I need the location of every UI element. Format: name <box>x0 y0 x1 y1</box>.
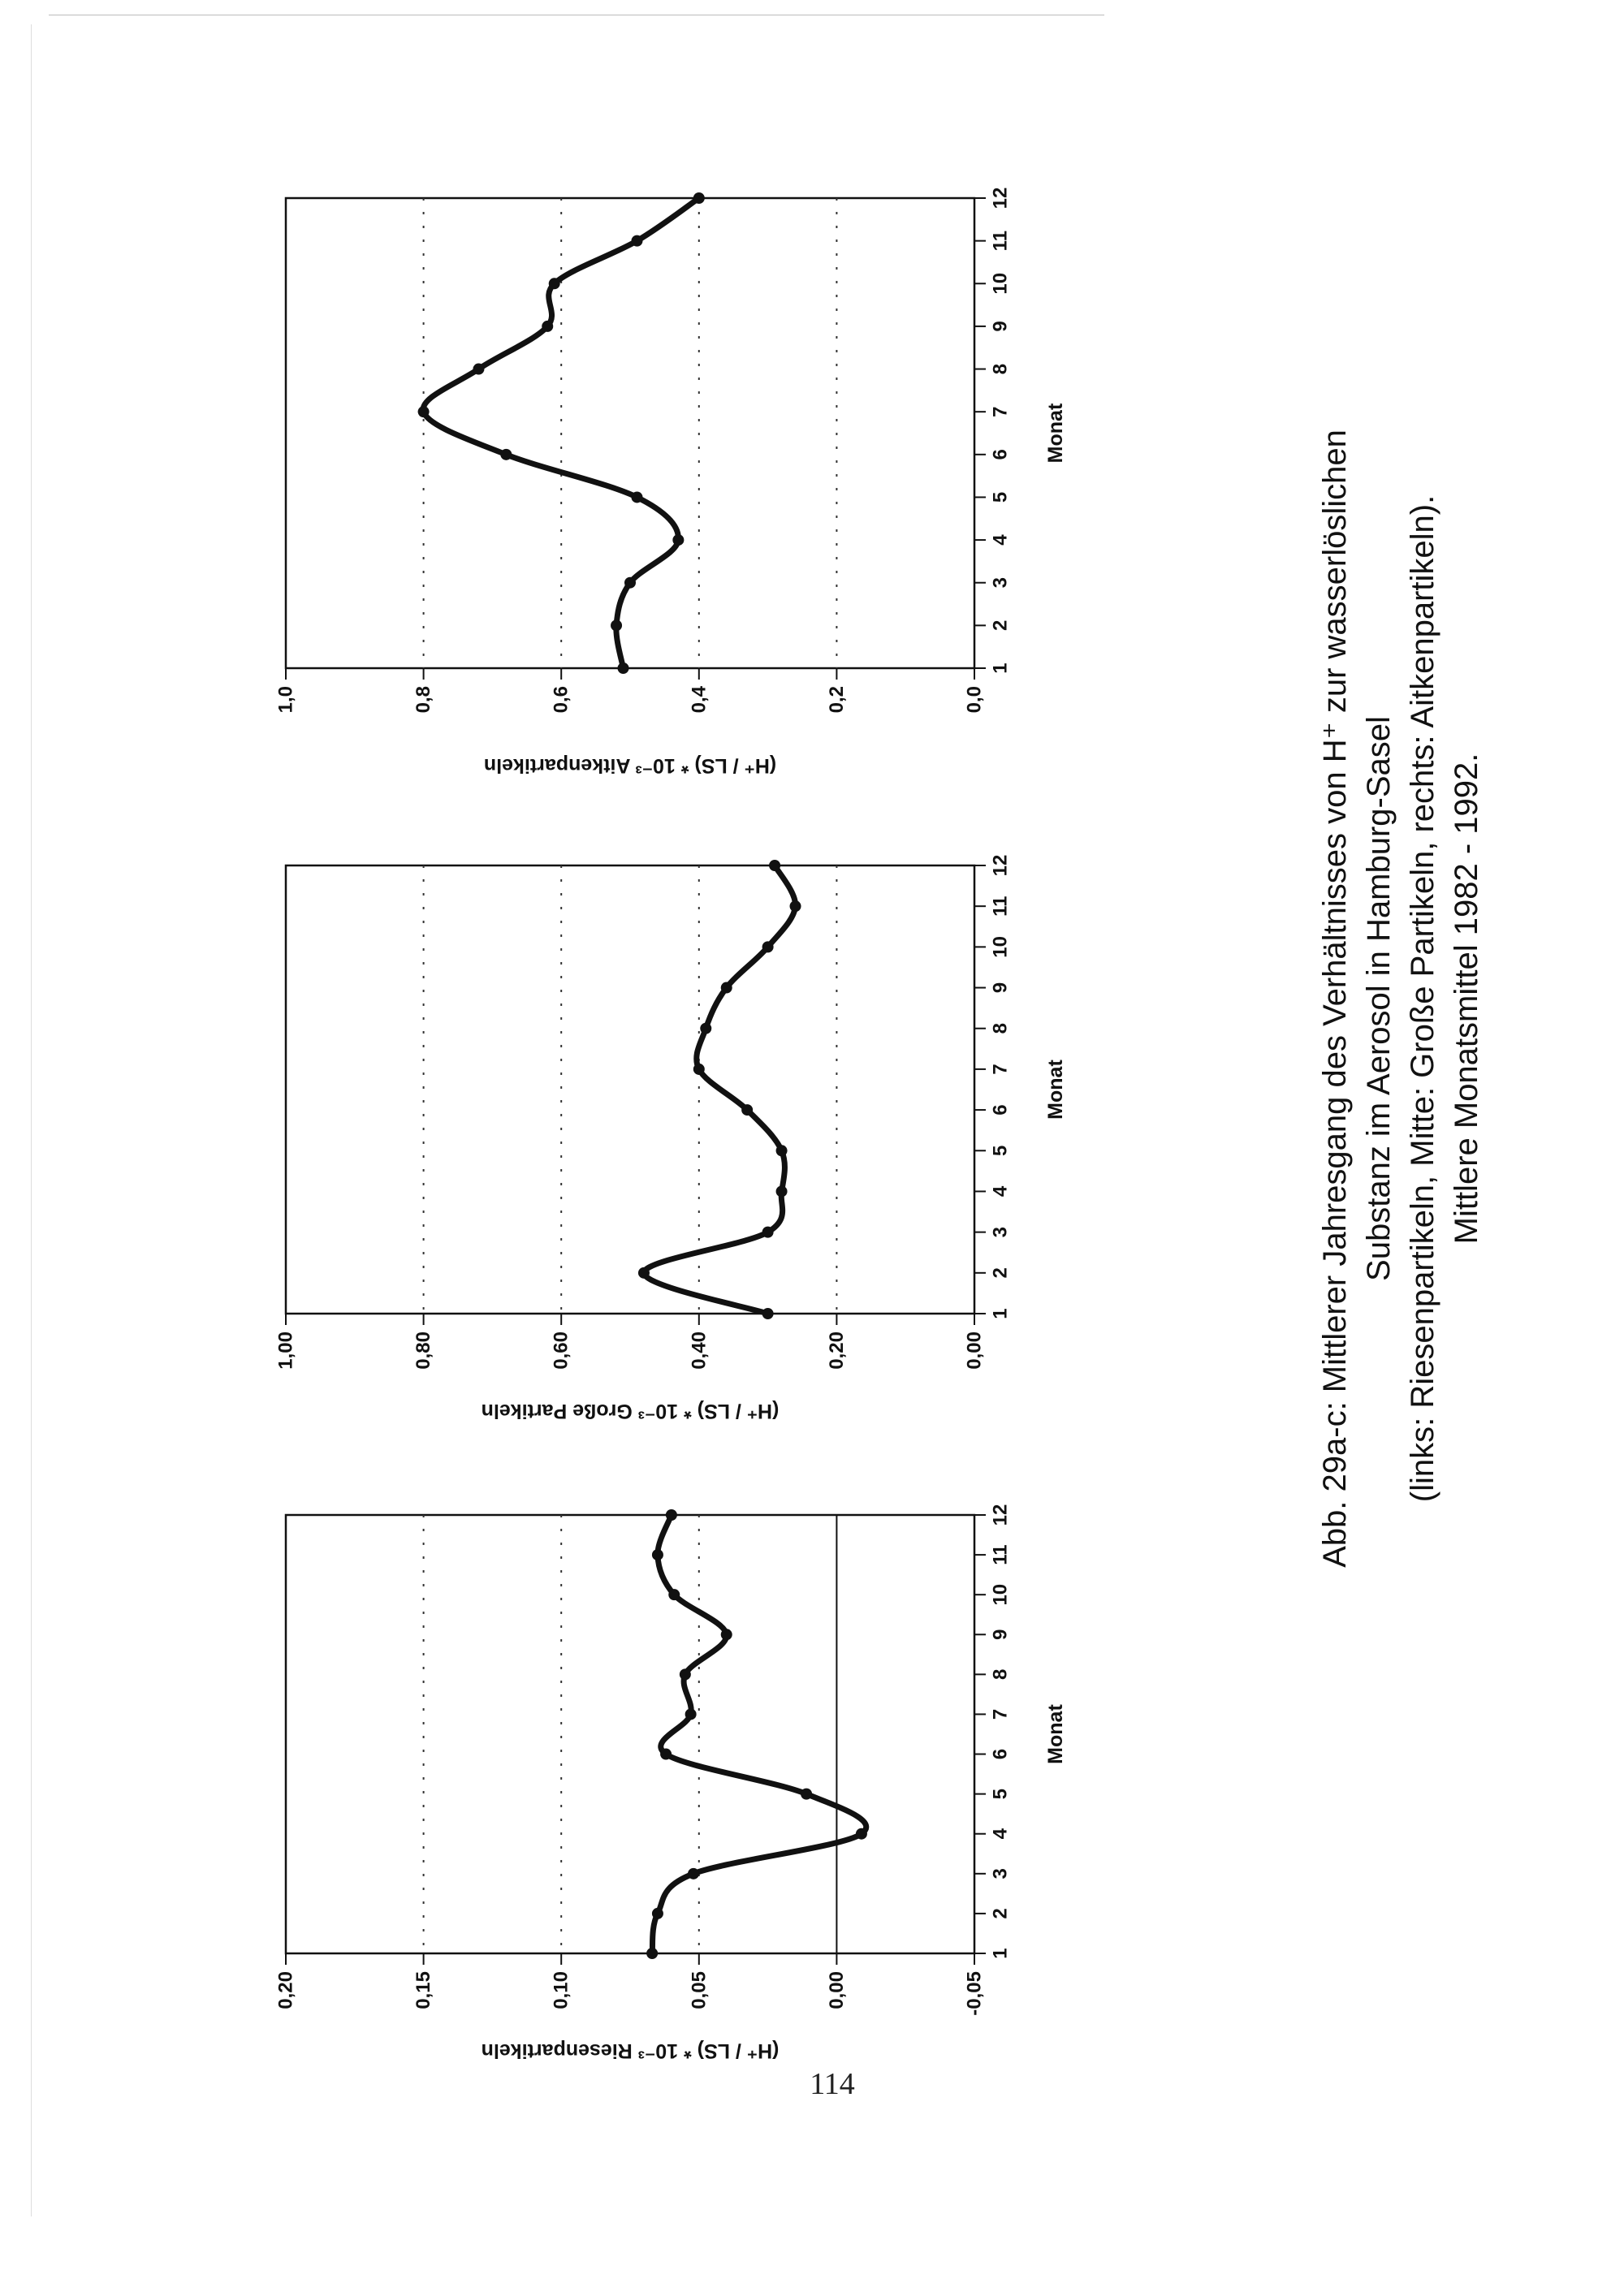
panel-left-month-tick-label-9: 10 <box>989 1583 1012 1606</box>
panel-right-month-tick-label-7: 8 <box>989 363 1012 375</box>
panel-left-month-axis-title: Monat <box>1044 1704 1067 1764</box>
panel-middle-month-axis-title: Monat <box>1044 1060 1067 1120</box>
panel-middle-value-tick-label-1: 0,20 <box>825 1331 848 1370</box>
panel-right-value-tick-label-3: 0,6 <box>550 686 572 714</box>
panel-left-data-point-2 <box>652 1908 663 1919</box>
caption-line-1: Abb. 29a-c: Mittlerer Jahresgang des Verhältnisses von H⁺ zur wasserlöslichen <box>1317 429 1353 1568</box>
panel-left-month-tick-label-5: 6 <box>989 1748 1012 1760</box>
caption-line-4: Mittlere Monatsmittel 1982 - 1992. <box>1449 753 1484 1245</box>
panel-middle-month-tick-label-2: 3 <box>989 1226 1012 1238</box>
panel-right-month-axis-title: Monat <box>1044 403 1067 464</box>
panel-middle-month-tick-label-0: 1 <box>989 1308 1012 1319</box>
panel-right-value-tick-label-1: 0,2 <box>825 686 848 714</box>
panel-right-month-tick-label-1: 2 <box>989 619 1012 632</box>
panel-middle-value-axis-title: (H⁺ / LS) * 10⁻³ Große Partikeln <box>481 1400 780 1422</box>
panel-left-month-tick-label-8: 9 <box>989 1629 1012 1640</box>
panel-left-data-point-3 <box>688 1868 699 1880</box>
panel-right-month-tick-label-5: 6 <box>989 449 1012 460</box>
panel-left-data-point-11 <box>652 1549 663 1560</box>
panel-middle-data-point-12 <box>769 860 780 871</box>
panel-right-month-tick-label-2: 3 <box>989 577 1012 589</box>
panel-left-data-point-8 <box>680 1668 691 1680</box>
panel-left-value-tick-label-5: 0,20 <box>274 1971 297 2009</box>
panel-middle-month-tick-label-7: 8 <box>989 1023 1012 1034</box>
page-number: 114 <box>810 2067 855 2101</box>
panel-left-month-tick-label-3: 4 <box>989 1828 1012 1840</box>
panel-left-data-point-7 <box>685 1708 697 1720</box>
panel-middle-month-tick-label-8: 9 <box>989 982 1012 994</box>
panel-left-month-tick-label-10: 11 <box>989 1544 1012 1565</box>
panel-right-data-point-5 <box>631 491 642 503</box>
panel-middle-value-tick-label-0: 0,00 <box>963 1331 986 1370</box>
panel-middle-month-tick-label-6: 7 <box>989 1064 1012 1075</box>
panel-middle-month-tick-label-3: 4 <box>989 1185 1012 1198</box>
panel-left-data-point-9 <box>721 1629 732 1640</box>
panel-right-data-point-10 <box>549 278 560 289</box>
panel-middle-month-tick-label-4: 5 <box>989 1145 1012 1156</box>
panel-left-month-tick-label-0: 1 <box>989 1948 1012 1959</box>
panel-middle-data-point-10 <box>762 941 774 952</box>
panel-left-data-point-4 <box>856 1828 867 1840</box>
panel-left-data-point-5 <box>801 1789 812 1800</box>
caption-line-3: (links: Riesenpartikeln, Mitte: Große Partikeln, rechts: Aitkenpartikeln). <box>1405 494 1440 1503</box>
panel-left-month-tick-label-11: 12 <box>989 1504 1012 1526</box>
panel-right-month-tick-label-0: 1 <box>989 662 1012 674</box>
panel-middle-value-tick-label-4: 0,80 <box>412 1331 435 1370</box>
panel-middle-value-tick-label-2: 0,40 <box>688 1331 710 1370</box>
panel-left-data-point-6 <box>660 1749 672 1760</box>
panel-left-data-point-1 <box>646 1948 658 1959</box>
panel-left-value-tick-label-1: 0,00 <box>825 1971 848 2009</box>
panel-right-data-point-7 <box>418 406 430 417</box>
panel-right-month-tick-label-10: 11 <box>989 230 1012 252</box>
panel-middle-data-point-5 <box>776 1145 788 1156</box>
panel-middle-data-point-2 <box>638 1267 650 1279</box>
panel-right-month-tick-label-6: 7 <box>989 406 1012 417</box>
panel-left-data-point-12 <box>666 1509 677 1521</box>
panel-right-month-tick-label-8: 9 <box>989 321 1012 332</box>
panel-left-chart <box>275 1504 1068 2062</box>
panel-middle-data-point-9 <box>721 982 732 994</box>
panel-middle-frame <box>286 865 974 1314</box>
panel-left-month-tick-label-1: 2 <box>989 1908 1012 1919</box>
panel-middle-data-point-8 <box>700 1023 711 1034</box>
panel-middle-data-point-4 <box>776 1185 788 1197</box>
panel-middle-value-tick-label-3: 0,60 <box>550 1331 572 1370</box>
panel-middle-month-tick-label-5: 6 <box>989 1104 1012 1116</box>
panel-right-frame <box>286 198 974 668</box>
panel-right-month-tick-label-3: 4 <box>989 534 1012 546</box>
scan-edge-left <box>31 24 32 2216</box>
panel-right-data-point-12 <box>693 192 705 204</box>
panel-middle-value-tick-label-5: 1,00 <box>274 1331 297 1370</box>
caption-line-2: Substanz im Aerosol in Hamburg-Sasel <box>1361 716 1397 1281</box>
panel-right-month-tick-label-11: 12 <box>989 187 1012 209</box>
panel-right-month-tick-label-9: 10 <box>989 272 1012 295</box>
panel-middle-month-tick-label-9: 10 <box>989 936 1012 958</box>
panel-left-frame <box>286 1515 974 1953</box>
panel-right-data-point-3 <box>624 577 636 589</box>
panel-left-value-tick-label-3: 0,10 <box>550 1971 572 2009</box>
panel-right-value-tick-label-4: 0,8 <box>412 686 435 714</box>
panel-right-value-tick-label-0: 0,0 <box>963 686 986 714</box>
panel-left-value-tick-label-4: 0,15 <box>412 1971 435 2009</box>
panel-left-data-point-10 <box>668 1589 680 1600</box>
panel-middle-data-point-1 <box>762 1308 774 1319</box>
panel-middle-data-point-3 <box>762 1227 774 1238</box>
panel-left-series-line <box>652 1515 866 1953</box>
panel-left-value-tick-label-0: -0,05 <box>963 1971 986 2016</box>
panel-middle-month-tick-label-10: 11 <box>989 896 1012 917</box>
panel-right-value-tick-label-2: 0,4 <box>688 686 710 714</box>
panel-middle-month-tick-label-11: 12 <box>989 854 1012 877</box>
panel-middle-data-point-6 <box>741 1104 753 1116</box>
panel-right-value-tick-label-5: 1,0 <box>274 686 297 714</box>
panel-left-month-tick-label-6: 7 <box>989 1708 1012 1720</box>
panel-right-data-point-6 <box>500 449 512 460</box>
panel-left-value-axis-title: (H⁺ / LS) * 10⁻³ Riesenpartikeln <box>481 2039 780 2062</box>
panel-right-value-axis-title: (H⁺ / LS) * 10⁻³ Aitkenpartikeln <box>483 754 777 777</box>
panel-middle-data-point-11 <box>790 900 801 912</box>
panel-right-chart <box>275 188 1068 777</box>
panel-middle-series-line <box>644 865 796 1314</box>
panel-middle-chart <box>275 855 1068 1422</box>
panel-left-value-tick-label-2: 0,05 <box>688 1971 710 2009</box>
panel-left-month-tick-label-2: 3 <box>989 1868 1012 1880</box>
figure-caption <box>1313 349 1488 1648</box>
panel-right-data-point-9 <box>542 321 553 332</box>
panel-right-data-point-4 <box>672 534 684 546</box>
panel-right-data-point-11 <box>631 235 642 247</box>
panel-left-month-tick-label-7: 8 <box>989 1668 1012 1681</box>
panel-right-data-point-2 <box>611 619 622 631</box>
panel-right-data-point-8 <box>473 364 484 375</box>
panel-middle-month-tick-label-1: 2 <box>989 1267 1012 1279</box>
panel-right-month-tick-label-4: 5 <box>989 491 1012 503</box>
panel-left-month-tick-label-4: 5 <box>989 1788 1012 1800</box>
panel-middle-data-point-7 <box>693 1064 705 1075</box>
panel-right-data-point-1 <box>618 662 629 674</box>
